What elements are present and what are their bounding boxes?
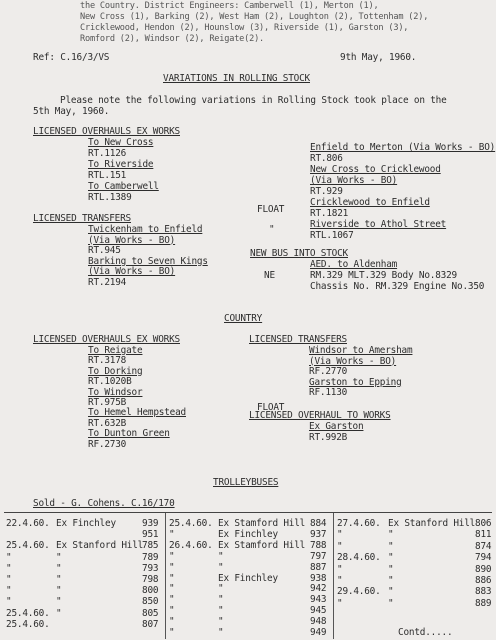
list-line: RT.3178 xyxy=(88,355,127,367)
trolleybus-text: " xyxy=(218,616,224,628)
list-line: (Via Works - BO) xyxy=(310,175,398,186)
list-line: Riverside to Athol Street xyxy=(310,219,447,230)
list-line: RF.2770 xyxy=(309,366,348,377)
list-line: (Via Works - BO) xyxy=(88,234,176,246)
trolleybus-num: 948 xyxy=(310,616,327,628)
trolleybus-date: " xyxy=(337,563,343,575)
trolleybus-date: " xyxy=(6,562,12,574)
list-line: RM.329 MLT.329 Body No.8329 xyxy=(310,270,457,281)
trolleybus-num: 887 xyxy=(310,561,327,573)
trolleybus-text: " xyxy=(388,586,394,598)
trolleybus-date: " xyxy=(337,529,343,541)
list-line: Twickenham to Enfield xyxy=(88,224,203,235)
trolleybus-num: 807 xyxy=(142,618,159,630)
column-divider-2 xyxy=(333,513,334,639)
trolleybus-num: 811 xyxy=(475,529,492,541)
trolleybus-num: 785 xyxy=(142,540,159,552)
list-line: AED. to Aldenham xyxy=(310,259,398,270)
trolleybus-date: " xyxy=(169,627,175,638)
list-line: To Windsor xyxy=(88,386,143,398)
country-overhauls-heading: LICENSED OVERHAULS EX WORKS xyxy=(33,334,180,345)
trolleybus-num: 874 xyxy=(475,540,492,552)
list-line: Cricklewood to Enfield xyxy=(310,197,430,208)
trolleybus-date: 25.4.60. xyxy=(6,540,50,552)
list-line: Garston to Epping xyxy=(309,376,402,388)
trolleybus-date: " xyxy=(169,528,175,540)
list-line: RT.1126 xyxy=(88,148,127,159)
list-line: To Dunton Green xyxy=(88,428,170,440)
trolleybus-text: Ex Stanford Hill xyxy=(56,540,144,552)
trolleybus-num: 793 xyxy=(142,562,159,574)
trolleybus-date: " xyxy=(169,594,175,606)
trolleybus-date: " xyxy=(337,540,343,552)
trolleybus-num: 943 xyxy=(310,594,327,606)
trolleybus-text: " xyxy=(218,561,224,573)
list-line: RT.929 xyxy=(310,186,343,197)
list-line: RTL.1389 xyxy=(88,192,132,203)
trolleybus-text: Ex Finchley xyxy=(218,572,278,584)
list-line: RF.1130 xyxy=(309,387,348,398)
trolleybus-num: 949 xyxy=(310,627,327,638)
trolleybus-text: " xyxy=(56,585,62,597)
trolleybus-date: " xyxy=(169,572,175,584)
trolleybus-num: 884 xyxy=(310,518,327,529)
trolleybus-num: 890 xyxy=(475,563,492,575)
trolleybus-text: " xyxy=(388,597,394,609)
trolleybus-num: 798 xyxy=(142,574,159,585)
overhaul-to-works-heading: LICENSED OVERHAUL TO WORKS xyxy=(249,410,391,421)
list-line: (Via Works - BO) xyxy=(309,355,397,367)
trolleybus-text: " xyxy=(388,529,394,541)
trolleybus-num: 937 xyxy=(310,528,327,540)
trolleybus-date: " xyxy=(169,616,175,628)
new-bus-heading: NEW BUS INTO STOCK xyxy=(250,248,348,259)
list-line: RT.975B xyxy=(88,397,127,408)
list-line: To Riverside xyxy=(88,159,154,170)
trolleybus-text: " xyxy=(56,551,62,563)
list-line: RT.1020B xyxy=(88,376,132,388)
trolleybus-num: 794 xyxy=(475,552,492,564)
trolleybus-num: 939 xyxy=(142,518,159,529)
country-transfers-heading: LICENSED TRANSFERS xyxy=(249,334,347,345)
list-line: Barking to Seven Kings xyxy=(88,255,208,267)
trolleybuses-heading: TROLLEYBUSES xyxy=(213,477,279,488)
trolleybus-date: " xyxy=(169,605,175,617)
distribution-line-1: the Country. District Engineers: Camberwell (1), Merton (1), xyxy=(80,1,379,11)
trolleybus-num: 886 xyxy=(475,575,492,586)
trolleybus-text: " xyxy=(56,607,62,619)
distribution-line-4: Romford (2), Windsor (2), Reigate(2). xyxy=(80,34,265,44)
intro-line-1: Please note the following variations in Rolling Stock took place on the xyxy=(60,95,447,106)
trolleybus-num: 797 xyxy=(310,550,327,562)
ne-label: NE xyxy=(264,270,275,281)
trolleybus-text: " xyxy=(388,552,394,564)
trolleybus-num: 951 xyxy=(142,529,159,541)
list-line: RT.806 xyxy=(310,153,343,164)
trolleybus-num: 789 xyxy=(142,551,159,563)
trolleybus-date: " xyxy=(6,574,12,585)
reference-number: Ref: C.16/3/VS xyxy=(33,52,110,63)
trolleybus-date: " xyxy=(6,551,12,563)
float-label: FLOAT xyxy=(257,204,285,215)
table-top-rule xyxy=(4,512,492,513)
list-line: RF.2730 xyxy=(88,438,127,450)
trolleybus-date: 25.4.60. xyxy=(6,607,50,619)
trolleybus-text: " xyxy=(56,574,62,585)
trolleybus-text: Ex Stamford Hill xyxy=(218,518,306,529)
trolleybus-num: 883 xyxy=(475,586,492,598)
list-line: To Camberwell xyxy=(88,181,159,192)
trolleybus-date: 26.4.60. xyxy=(169,539,213,551)
trolleybus-num: 942 xyxy=(310,583,327,595)
trolleybus-text: " xyxy=(218,605,224,617)
list-line: RT.945 xyxy=(88,245,121,256)
trolleybus-text: " xyxy=(56,562,62,574)
trolleybus-text: Ex Stanford Hill xyxy=(388,518,476,529)
licensed-overhauls-heading: LICENSED OVERHAULS EX WORKS xyxy=(33,126,180,137)
list-line: To New Cross xyxy=(88,137,154,148)
trolleybus-text: " xyxy=(218,594,224,606)
trolleybus-text: " xyxy=(218,583,224,595)
continued-note: Contd..... xyxy=(398,627,453,638)
trolleybus-text: " xyxy=(218,627,224,638)
country-heading: COUNTRY xyxy=(224,313,263,324)
trolleybus-date: 22.4.60. xyxy=(6,518,50,529)
trolleybus-date: " xyxy=(337,575,343,586)
list-line: (Via Works - BO) xyxy=(88,266,176,277)
list-line: Chassis No. RM.329 Engine No.350 xyxy=(310,281,485,292)
trolleybus-date: 25.4.60. xyxy=(6,618,50,630)
distribution-line-2: New Cross (1), Barking (2), West Ham (2), Loughton (2), Tottenham (2), xyxy=(80,12,429,22)
list-line: To Reigate xyxy=(88,345,143,356)
trolleybus-num: 945 xyxy=(310,605,327,617)
list-line: RT.992B xyxy=(309,432,348,443)
list-line: RTL.1067 xyxy=(310,230,354,241)
country-float-label: FLOAT xyxy=(257,402,285,413)
trolleybus-date: " xyxy=(337,597,343,609)
list-line: RT.1821 xyxy=(310,208,349,219)
trolleybus-date: 29.4.60. xyxy=(337,586,381,598)
trolleybus-num: 788 xyxy=(310,539,327,551)
trolleybus-date: 25.4.60. xyxy=(169,518,213,529)
trolleybus-num: 938 xyxy=(310,572,327,584)
list-line: To Dorking xyxy=(88,365,143,377)
trolleybus-date: " xyxy=(6,596,12,608)
list-line: RTL.151 xyxy=(88,170,127,181)
trolleybus-num: 806 xyxy=(475,518,492,529)
intro-line-2: 5th May, 1960. xyxy=(33,106,110,117)
list-line: RT.632B xyxy=(88,417,127,429)
trolleybus-text: " xyxy=(388,540,394,552)
trolleybus-text: Ex Stamford Hill xyxy=(218,539,306,551)
list-line: Windsor to Amersham xyxy=(309,345,413,356)
trolleybus-text: Ex Finchley xyxy=(56,518,116,529)
trolleybus-date: 27.4.60. xyxy=(337,518,381,529)
float-ditto: " xyxy=(269,224,275,235)
column-divider-1 xyxy=(165,513,166,639)
sold-line: Sold - G. Cohens. C.16/170 xyxy=(33,498,175,509)
trolleybus-text: Ex Finchley xyxy=(218,528,278,540)
list-line: RT.2194 xyxy=(88,276,127,288)
trolleybus-num: 889 xyxy=(475,597,492,609)
trolleybus-text: " xyxy=(388,575,394,586)
trolleybus-date: " xyxy=(169,583,175,595)
trolleybus-num: 850 xyxy=(142,596,159,608)
list-line: To Hemel Hempstead xyxy=(88,407,186,419)
list-line: Ex Garston xyxy=(309,421,364,432)
list-line: New Cross to Cricklewood xyxy=(310,164,441,175)
trolleybus-date: " xyxy=(6,585,12,597)
distribution-line-3: Cricklewood, Hendon (2), Hounslow (3), Riverside (1), Garston (3), xyxy=(80,23,409,33)
trolleybus-num: 800 xyxy=(142,585,159,597)
trolleybus-date: " xyxy=(169,550,175,562)
trolleybus-text: " xyxy=(218,550,224,562)
licensed-transfers-heading: LICENSED TRANSFERS xyxy=(33,213,131,224)
trolleybus-text: " xyxy=(56,596,62,608)
document-title: VARIATIONS IN ROLLING STOCK xyxy=(163,73,310,84)
trolleybus-date: " xyxy=(169,561,175,573)
trolleybus-date: 28.4.60. xyxy=(337,552,381,564)
list-line: Enfield to Merton (Via Works - BO) xyxy=(310,142,496,153)
trolleybus-num: 805 xyxy=(142,607,159,619)
trolleybus-text: " xyxy=(388,563,394,575)
document-date: 9th May, 1960. xyxy=(340,52,417,63)
